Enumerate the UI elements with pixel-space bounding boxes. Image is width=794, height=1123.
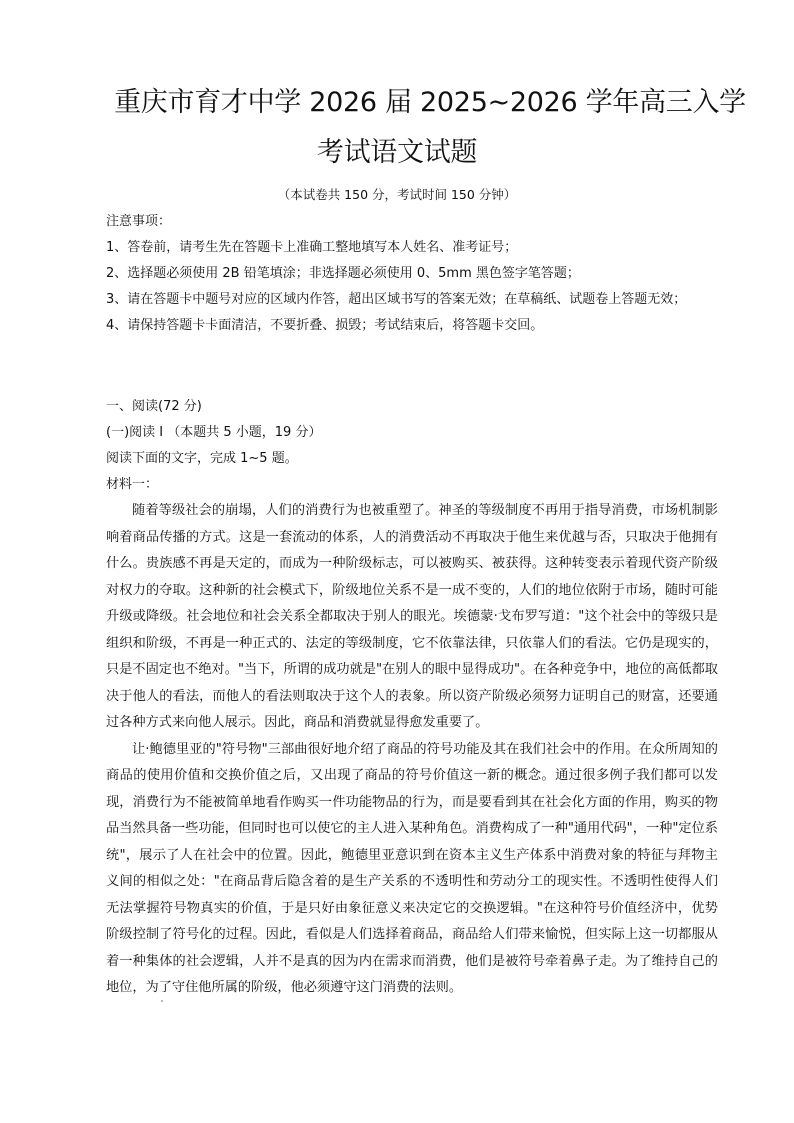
notes-item: 2、选择题必须使用 2B 铅笔填涂；非选择题必须使用 0、5mm 黑色签字笔答题； — [106, 266, 580, 281]
section-heading: 一、阅读(72 分) — [106, 399, 202, 414]
exam-title-line2: 考试语文试题 — [316, 137, 478, 168]
material-label: 材料一： — [106, 477, 159, 492]
notes-item: 4、请保持答题卡卡面清洁，不要折叠、损毁；考试结束后，将答题卡交回。 — [106, 318, 544, 333]
stray-mark — [161, 1000, 163, 1002]
section-instruction: 阅读下面的文字，完成 1~5 题。 — [106, 451, 298, 466]
body-paragraph: 随着等级社会的崩塌，人们的消费行为也被重塑了。神圣的等级制度不再用于指导消费，市场机制影响着商品传播的方式。这是一套流动的体系，人的消费活动不再取决于他生来优越与否，只取决于他拥有什么。贵族感不再是天定的，而成为一种阶级标志，可以被购买、被获得。这种转变表示着现代资产阶级对权力的夺取。这种新的社会模式下，阶级地位关系不是一成不变的，人们的地位依附于市场，随时可能升级或降级。社会地位和社会关系全都取决于别人的眼光。埃德蒙·戈布罗写道："这个社会中的等级只是组织和阶级，不再是一种正式的、法定的等级制度，它不依靠法律，只依靠人们的看法。它仍是现实的，只是不固定也不绝对。"当下，所谓的成功就是"在别人的眼中显得成功"。在各种竞争中，地位的高低都取决于他人的看法，而他人的看法则取决于这个人的表象。所以资产阶级必须努力证明自己的财富，还要通过各种方式来向他人展示。因此，商品和消费就显得愈发重要了。 — [106, 503, 718, 730]
notes-item: 1、答卷前，请考生先在答题卡上准确工整地填写本人姓名、准考证号； — [106, 240, 518, 255]
exam-title-line1: 重庆市育才中学 2026 届 2025~2026 学年高三入学 — [114, 87, 746, 118]
notes-block — [106, 209, 736, 339]
notes-item: 3、请在答题卡中题号对应的区域内作答，超出区域书写的答案无效；在草稿纸、试题卷上答题无效； — [106, 292, 687, 307]
exam-subtitle: （本试卷共 150 分，考试时间 150 分钟） — [277, 187, 517, 202]
reading-section — [106, 394, 718, 1002]
section-subheading: (一)阅读 I （本题共 5 小题，19 分） — [106, 425, 322, 440]
notes-heading: 注意事项： — [106, 214, 172, 229]
body-paragraph: 让·鲍德里亚的"符号物"三部曲很好地介绍了商品的符号功能及其在我们社会中的作用。在众所周知的商品的使用价值和交换价值之后，又出现了商品的符号价值这一新的概念。通过很多例子我们都可以发现，消费行为不能被简单地看作购买一件功能物品的行为，而是要看到其在社会化方面的作用，购买的物品当然具备一些功能，但同时也可以使它的主人进入某种角色。消费构成了一种"通用代码"，一种"定位系统"，展示了人在社会中的位置。因此，鲍德里亚意识到在资本主义生产体系中消费对象的特征与拜物主义间的相似之处："在商品背后隐含着的是生产关系的不透明性和劳动分工的现实性。不透明性使得人们无法掌握符号物真实的价值，于是只好由象征意义来决定它的交换逻辑。"在这种符号价值经济中，优势阶级控制了符号化的过程。因此，看似是人们选择着商品，商品给人们带来愉悦，但实际上这一切都服从着一种集体的社会逻辑，人并不是真的因为内在需求而消费，他们是被符号牵着鼻子走。为了维持自己的地位，为了守住他所属的阶级，他必须遵守这门消费的法则。 — [106, 741, 718, 995]
